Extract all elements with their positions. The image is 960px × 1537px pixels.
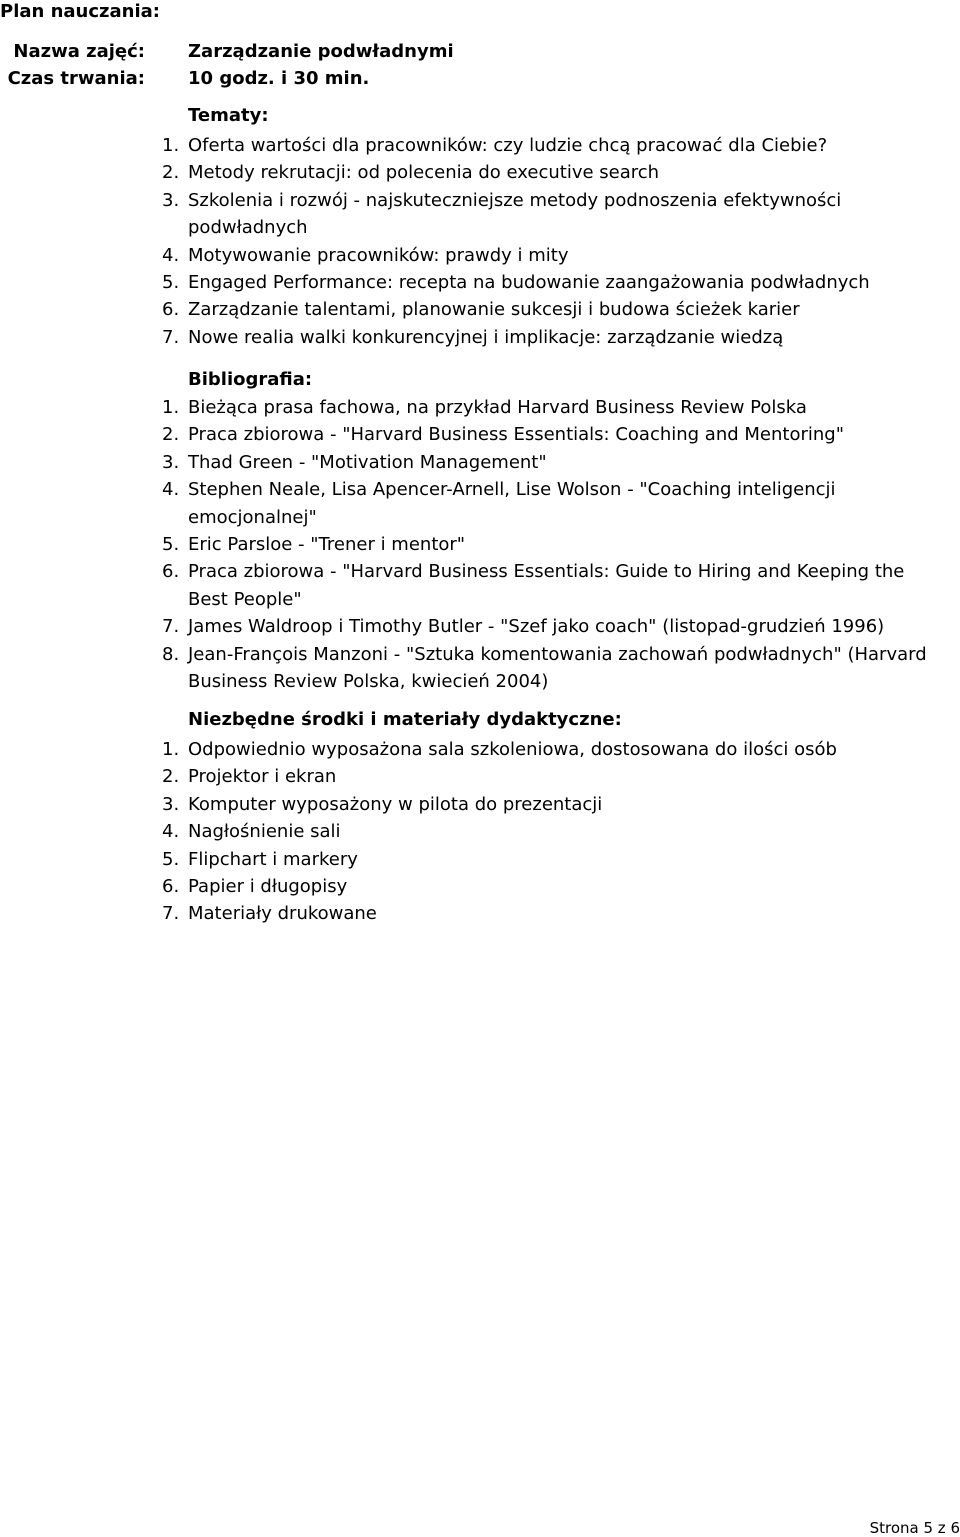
item-number: 2.: [162, 424, 180, 446]
list-item: [0, 449, 960, 476]
item-number: 5.: [162, 534, 180, 556]
list-item: [0, 476, 960, 531]
item-number: 5.: [162, 272, 180, 294]
bibliography-heading: Bibliografia:: [188, 369, 313, 390]
item-number: 1.: [162, 135, 180, 156]
list-item: [0, 846, 960, 873]
bibliography-list: [0, 394, 960, 695]
topics-heading: Tematy:: [188, 105, 269, 126]
list-item: [0, 641, 960, 696]
list-item: [0, 421, 960, 448]
list-item: [0, 269, 960, 296]
list-item: [0, 900, 960, 927]
item-number: 1.: [162, 739, 180, 760]
item-text: Zarządzanie talentami, planowanie sukcesji i budowa ścieżek karier: [188, 299, 800, 321]
course-name-value: Zarządzanie podwładnymi: [188, 41, 454, 62]
list-item: [0, 818, 960, 845]
item-text: Projektor i ekran: [188, 766, 337, 788]
list-item: [0, 394, 960, 421]
list-item: [0, 873, 960, 900]
item-text: Stephen Neale, Lisa Apencer-Arnell, Lise Wolson - "Coaching inteligencji emocjonalnej": [188, 479, 836, 528]
item-text: Jean-François Manzoni - "Sztuka komentowania zachowań podwładnych" (Harvard Business Review Polska, kwiecień 2004): [188, 643, 927, 693]
page-footer: Strona 5 z 6: [869, 1519, 960, 1537]
list-item: [0, 242, 960, 269]
duration-value: 10 godz. i 30 min.: [188, 68, 370, 89]
item-number: 6.: [162, 299, 180, 321]
item-number: 7.: [162, 326, 180, 348]
list-item: [0, 296, 960, 323]
item-text: James Waldroop i Timothy Butler - "Szef jako coach" (listopad-grudzień 1996): [188, 616, 885, 638]
item-number: 1.: [162, 397, 180, 418]
duration-label: Czas trwania:: [7, 68, 145, 89]
list-item: [0, 159, 960, 186]
item-text: Materiały drukowane: [188, 903, 377, 925]
item-text: Motywowanie pracowników: prawdy i mity: [188, 244, 569, 266]
item-text: Komputer wyposażony w pilota do prezentacji: [188, 793, 603, 815]
item-number: 2.: [162, 766, 180, 788]
list-item: [0, 531, 960, 558]
item-number: 4.: [162, 244, 180, 266]
item-text: Szkolenia i rozwój - najskuteczniejsze metody podnoszenia efektywności podwładnych: [188, 189, 842, 239]
list-item: [0, 187, 960, 242]
page-heading: Plan nauczania:: [0, 1, 160, 22]
item-text: Oferta wartości dla pracowników: czy ludzie chcą pracować dla Ciebie?: [188, 135, 828, 156]
item-text: Praca zbiorowa - "Harvard Business Essentials: Guide to Hiring and Keeping the Best People": [188, 561, 905, 610]
item-text: Flipchart i markery: [188, 848, 358, 870]
item-number: 4.: [162, 821, 180, 843]
item-text: Metody rekrutacji: od polecenia do executive search: [188, 162, 660, 184]
item-number: 6.: [162, 561, 180, 583]
item-number: 7.: [162, 903, 180, 925]
item-text: Papier i długopisy: [188, 876, 348, 898]
list-item: [0, 763, 960, 790]
list-item: [0, 132, 960, 159]
materials-list: [0, 736, 960, 928]
list-item: [0, 791, 960, 818]
list-item: [0, 324, 960, 351]
item-number: 5.: [162, 848, 180, 870]
item-number: 3.: [162, 451, 180, 473]
materials-heading: Niezbędne środki i materiały dydaktyczne:: [188, 709, 622, 730]
item-text: Engaged Performance: recepta na budowanie zaangażowania podwładnych: [188, 272, 870, 294]
item-number: 3.: [162, 793, 180, 815]
item-text: Praca zbiorowa - "Harvard Business Essentials: Coaching and Mentoring": [188, 424, 844, 446]
item-number: 2.: [162, 162, 180, 184]
list-item: [0, 613, 960, 640]
item-text: Thad Green - "Motivation Management": [188, 451, 547, 473]
item-number: 8.: [162, 643, 180, 665]
list-item: [0, 736, 960, 763]
course-name-label: Nazwa zajęć:: [13, 41, 145, 62]
list-item: [0, 558, 960, 613]
item-text: Nowe realia walki konkurencyjnej i implikacje: zarządzanie wiedzą: [188, 326, 784, 348]
item-number: 7.: [162, 616, 180, 638]
item-text: Eric Parsloe - "Trener i mentor": [188, 534, 466, 556]
item-number: 4.: [162, 479, 180, 501]
item-text: Bieżąca prasa fachowa, na przykład Harvard Business Review Polska: [188, 397, 807, 418]
item-number: 3.: [162, 189, 180, 211]
item-text: Odpowiednio wyposażona sala szkoleniowa, dostosowana do ilości osób: [188, 739, 837, 760]
topics-list: [0, 132, 960, 351]
item-number: 6.: [162, 876, 180, 898]
item-text: Nagłośnienie sali: [188, 821, 341, 843]
